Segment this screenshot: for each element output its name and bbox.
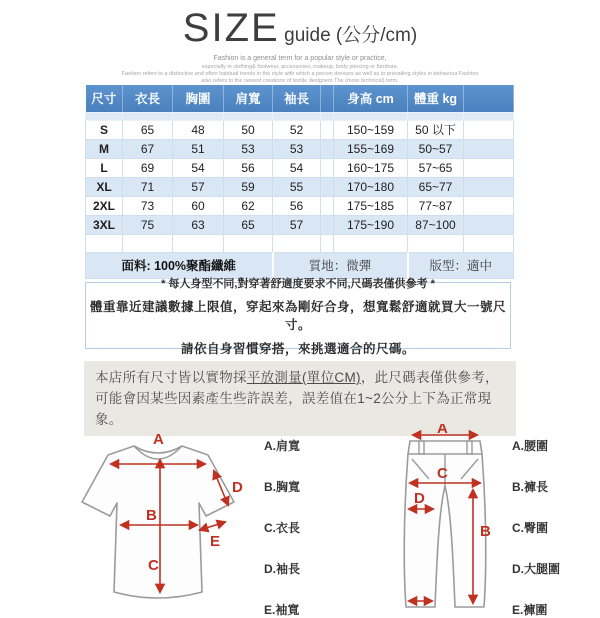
table-header-row bbox=[86, 85, 514, 112]
tshirt-measurement-diagram bbox=[68, 430, 248, 610]
texture-cell: 質地：微彈 bbox=[273, 252, 408, 278]
intro-line-4: also refers to the newest creations of textile designers.The (more technical) term. bbox=[201, 78, 399, 84]
legend-item-sleeve-length: D.袖長 bbox=[264, 562, 301, 576]
header-shoulder: 肩寬 bbox=[224, 85, 273, 112]
pants-legend bbox=[512, 437, 560, 618]
header-length: 衣長 bbox=[123, 85, 173, 112]
fit-cell: 版型：適中 bbox=[408, 252, 514, 278]
tshirt-legend bbox=[264, 437, 300, 618]
size-table bbox=[85, 85, 514, 279]
sleeve-width-arrow bbox=[200, 522, 225, 530]
legend-item-chest: B.胸寬 bbox=[264, 480, 301, 494]
header-size: 尺寸 bbox=[86, 85, 123, 112]
legend-item-pants-length: B.褲長 bbox=[512, 480, 549, 494]
table-row: S 65 48 50 52 150~159 50 以下 bbox=[86, 120, 514, 139]
title-guide-word: guide (公分/cm) bbox=[284, 25, 418, 46]
table-row: L 69 54 56 54 160~175 57~65 bbox=[86, 158, 514, 177]
mark-a: A bbox=[437, 424, 448, 437]
legend-item-shoulder: A.肩寬 bbox=[264, 439, 301, 453]
table-row: XL 71 57 59 55 170~180 65~77 bbox=[86, 177, 514, 196]
header-spacer bbox=[321, 85, 334, 112]
legend-item-waist: A.腰圍 bbox=[512, 439, 549, 453]
legend-item-hip: C.臀圍 bbox=[512, 521, 549, 535]
header-chest: 胸圍 bbox=[173, 85, 224, 112]
mark-e: E bbox=[210, 533, 221, 550]
table-row: 3XL 75 63 65 57 175~190 87~100 bbox=[86, 215, 514, 234]
header-weight: 體重 kg bbox=[408, 85, 464, 112]
pants-measurement-diagram bbox=[383, 424, 508, 616]
table-row: 2XL 73 60 62 56 175~185 77~87 bbox=[86, 196, 514, 215]
disclaimer-part1: 本店所有尺寸皆以實物採 bbox=[95, 370, 247, 385]
legend-item-length: C.衣長 bbox=[264, 521, 301, 535]
fabric-cell: 面料: 100%聚酯纖維 bbox=[86, 252, 273, 278]
intro-paragraph bbox=[0, 54, 600, 85]
legend-item-thigh: D.大腿圍 bbox=[512, 562, 561, 576]
header-sleeve: 袖長 bbox=[273, 85, 321, 112]
intro-line-2: especially in clothing& footwear, accessories, makeup, body piercing or furniture. bbox=[201, 64, 399, 70]
table-row: M 67 51 53 53 155~169 50~57 bbox=[86, 139, 514, 158]
mark-d: D bbox=[232, 479, 243, 496]
note-line-3: 請依自身習慣穿搭，來挑選適合的尺碼。 bbox=[180, 341, 415, 356]
sizing-note-box bbox=[85, 277, 511, 356]
mark-b: B bbox=[480, 523, 491, 540]
title-size-word: SIZE bbox=[182, 6, 280, 50]
disclaimer-part2: ，此尺碼表僅供參考，可能會因某些因素產生些許誤差，誤差值在1~2公分上下為正常現象。 bbox=[95, 370, 499, 427]
table-gap-row bbox=[86, 234, 514, 252]
mark-d: D bbox=[414, 490, 425, 507]
note-line-1: * 每人身型不同,對穿著舒適度要求不同,尺碼表僅供參考 * bbox=[161, 277, 435, 290]
disclaimer-underlined: 平放測量(單位CM) bbox=[246, 370, 361, 385]
intro-line-3: Fashion refers to a distinctive and often habitual trends in the style with which a person dresses as well as to prevailing styles in behaviour.Fashion bbox=[121, 71, 479, 77]
tshirt-outline bbox=[82, 446, 234, 598]
page-title bbox=[0, 0, 600, 51]
legend-item-leg-opening: E.褲圍 bbox=[512, 603, 548, 617]
intro-line-1: Fashion is a general term for a popular style or practice, bbox=[213, 55, 387, 62]
legend-item-sleeve-width: E.袖寬 bbox=[264, 603, 300, 617]
mark-b: B bbox=[146, 507, 157, 524]
mark-c: C bbox=[437, 465, 448, 482]
mark-c: C bbox=[148, 557, 159, 574]
table-spacer-row bbox=[86, 112, 514, 120]
header-empty bbox=[464, 85, 514, 112]
mark-a: A bbox=[153, 431, 164, 448]
header-height: 身高 cm bbox=[334, 85, 408, 112]
note-line-2: 體重靠近建議數據上限值，穿起來為剛好合身，想寬鬆舒適就買大一號尺寸。 bbox=[89, 299, 506, 332]
